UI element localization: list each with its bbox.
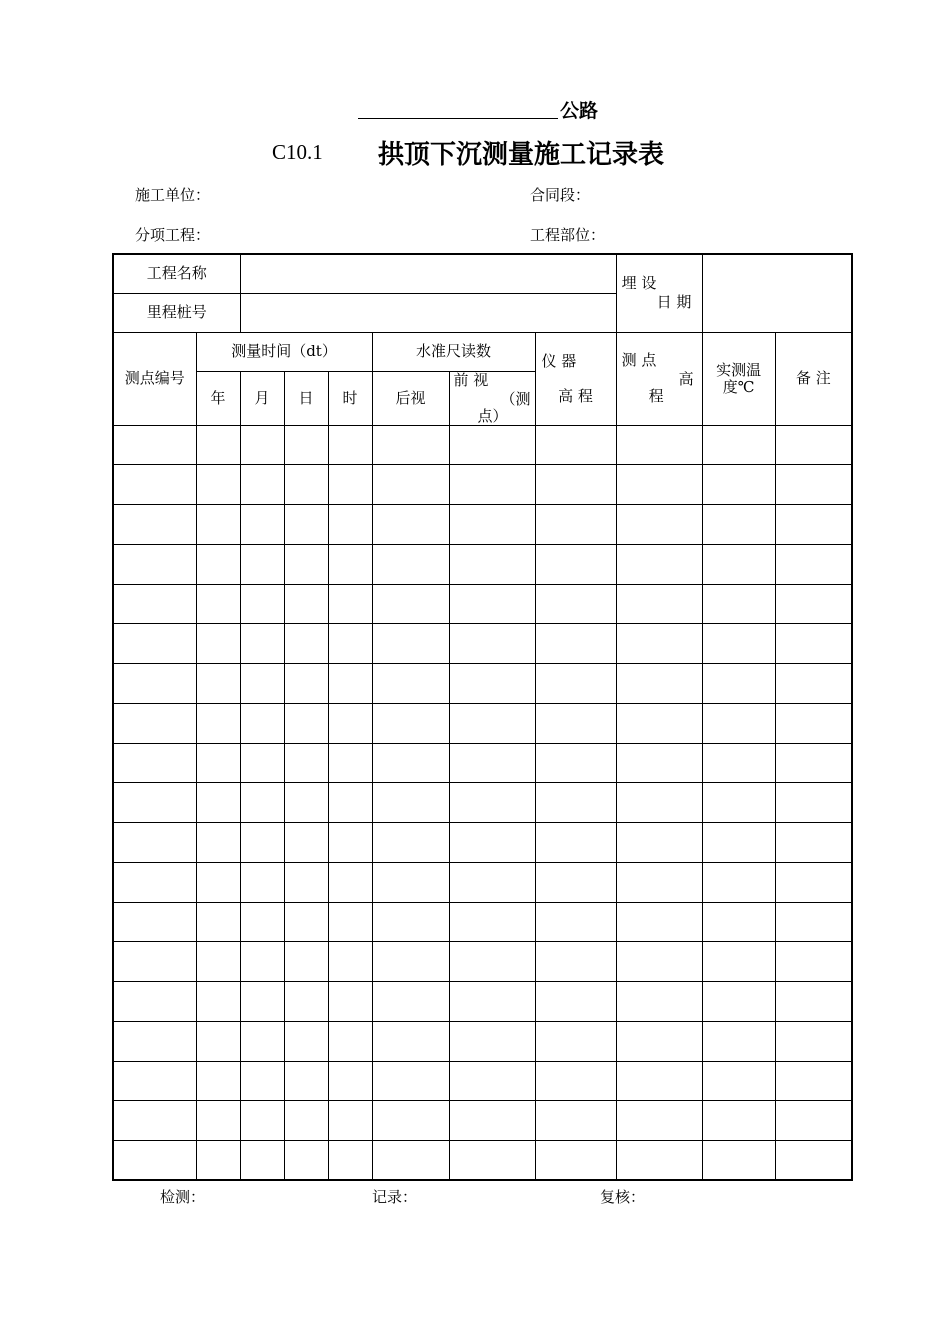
data-cell[interactable]: [240, 823, 284, 863]
data-cell[interactable]: [284, 902, 328, 942]
data-cell[interactable]: [328, 942, 372, 982]
data-cell[interactable]: [775, 902, 852, 942]
data-cell[interactable]: [535, 465, 616, 505]
measure-time-header: 测量时间（dt）: [196, 332, 372, 371]
data-cell[interactable]: [372, 505, 449, 545]
data-cell[interactable]: [328, 783, 372, 823]
data-cell[interactable]: [616, 703, 702, 743]
data-cell[interactable]: [449, 783, 535, 823]
data-cell[interactable]: [535, 584, 616, 624]
data-cell[interactable]: [372, 743, 449, 783]
data-cell[interactable]: [240, 624, 284, 664]
data-cell[interactable]: [702, 1101, 775, 1141]
data-cell[interactable]: [328, 1021, 372, 1061]
instrument-label-1: 仪 器: [541, 351, 577, 370]
data-cell[interactable]: [702, 425, 775, 465]
data-cell[interactable]: [196, 703, 240, 743]
data-cell[interactable]: [702, 505, 775, 545]
burial-label-1: 埋 设: [621, 274, 657, 293]
data-cell[interactable]: [372, 1141, 449, 1181]
data-cell[interactable]: [240, 1141, 284, 1181]
data-cell[interactable]: [372, 783, 449, 823]
data-cell[interactable]: [702, 703, 775, 743]
data-cell[interactable]: [775, 1141, 852, 1181]
data-cell[interactable]: [616, 942, 702, 982]
data-cell[interactable]: [328, 505, 372, 545]
data-cell[interactable]: [196, 505, 240, 545]
data-cell[interactable]: [535, 505, 616, 545]
record-table: [112, 253, 853, 1181]
data-cell[interactable]: [284, 1141, 328, 1181]
table-row: [113, 505, 852, 545]
data-cell[interactable]: [284, 823, 328, 863]
data-cell[interactable]: [775, 703, 852, 743]
foresight-header: [449, 371, 535, 425]
data-cell[interactable]: [449, 624, 535, 664]
form-code: C10.1: [272, 140, 323, 164]
data-cell[interactable]: [113, 902, 196, 942]
data-cell[interactable]: [328, 862, 372, 902]
data-cell[interactable]: [775, 624, 852, 664]
chainage-value[interactable]: [240, 293, 616, 332]
table-row: [113, 982, 852, 1022]
data-cell[interactable]: [775, 1101, 852, 1141]
data-cell[interactable]: [113, 703, 196, 743]
data-cell[interactable]: [449, 505, 535, 545]
data-cell[interactable]: [449, 664, 535, 704]
table-row: [113, 465, 852, 505]
data-cell[interactable]: [449, 862, 535, 902]
data-cell[interactable]: [702, 902, 775, 942]
data-cell[interactable]: [449, 544, 535, 584]
data-cell[interactable]: [113, 544, 196, 584]
data-cell[interactable]: [240, 743, 284, 783]
data-cell[interactable]: [284, 942, 328, 982]
backsight-header: 后视: [372, 371, 449, 425]
data-cell[interactable]: [616, 664, 702, 704]
road-suffix: 公路: [560, 100, 599, 122]
data-cell[interactable]: [372, 1021, 449, 1061]
instrument-elev-header: [535, 332, 616, 425]
data-cell[interactable]: [113, 465, 196, 505]
data-cell[interactable]: [196, 942, 240, 982]
data-cell[interactable]: [535, 862, 616, 902]
data-cell[interactable]: [775, 1021, 852, 1061]
data-cell[interactable]: [775, 862, 852, 902]
data-cell[interactable]: [535, 425, 616, 465]
data-cell[interactable]: [284, 862, 328, 902]
temp-label-1: 实测温: [716, 360, 762, 379]
data-cell[interactable]: [196, 982, 240, 1022]
data-cell[interactable]: [240, 783, 284, 823]
data-cell[interactable]: [775, 743, 852, 783]
data-cell[interactable]: [616, 982, 702, 1022]
data-cell[interactable]: [196, 465, 240, 505]
data-cell[interactable]: [535, 783, 616, 823]
data-cell[interactable]: [113, 664, 196, 704]
data-cell[interactable]: [240, 465, 284, 505]
data-cell[interactable]: [328, 1141, 372, 1181]
data-cell[interactable]: [240, 584, 284, 624]
data-cell[interactable]: [535, 703, 616, 743]
point-elev-label-3: 程: [648, 387, 664, 405]
data-cell[interactable]: [535, 902, 616, 942]
table-row: [113, 1141, 852, 1181]
data-cell[interactable]: [113, 783, 196, 823]
contract-section-label: 合同段：: [530, 186, 591, 204]
table-row: [113, 1101, 852, 1141]
data-cell[interactable]: [240, 703, 284, 743]
data-cell[interactable]: [113, 1141, 196, 1181]
data-cell[interactable]: [196, 743, 240, 783]
data-cell[interactable]: [196, 902, 240, 942]
data-cell[interactable]: [284, 425, 328, 465]
foresight-label-2: （测: [500, 389, 531, 408]
data-cell[interactable]: [372, 823, 449, 863]
data-cell[interactable]: [284, 544, 328, 584]
data-cell[interactable]: [328, 1101, 372, 1141]
data-cell[interactable]: [616, 1101, 702, 1141]
data-cell[interactable]: [702, 823, 775, 863]
data-cell[interactable]: [240, 544, 284, 584]
data-cell[interactable]: [616, 862, 702, 902]
data-cell[interactable]: [284, 1021, 328, 1061]
data-cell[interactable]: [328, 584, 372, 624]
data-cell[interactable]: [196, 1141, 240, 1181]
data-cell[interactable]: [535, 823, 616, 863]
table-row: [113, 1021, 852, 1061]
data-cell[interactable]: [702, 862, 775, 902]
data-cell[interactable]: [240, 1101, 284, 1141]
data-cell[interactable]: [702, 1061, 775, 1101]
data-cell[interactable]: [372, 862, 449, 902]
temp-label-2: 度℃: [722, 377, 755, 396]
data-cell[interactable]: [328, 1061, 372, 1101]
data-cell[interactable]: [775, 425, 852, 465]
data-cell[interactable]: [449, 703, 535, 743]
data-cell[interactable]: [113, 982, 196, 1022]
data-cell[interactable]: [535, 942, 616, 982]
data-cell[interactable]: [616, 823, 702, 863]
data-cell[interactable]: [702, 544, 775, 584]
data-cell[interactable]: [196, 544, 240, 584]
table-row: [113, 862, 852, 902]
data-cell[interactable]: [616, 425, 702, 465]
data-cell[interactable]: [284, 982, 328, 1022]
data-cell[interactable]: [535, 1061, 616, 1101]
recorder-label: 记录：: [372, 1188, 418, 1206]
data-cell[interactable]: [113, 862, 196, 902]
data-cell[interactable]: [328, 902, 372, 942]
data-cell[interactable]: [328, 743, 372, 783]
data-cell[interactable]: [196, 425, 240, 465]
data-cell[interactable]: [775, 823, 852, 863]
data-cell[interactable]: [372, 982, 449, 1022]
data-cell[interactable]: [616, 465, 702, 505]
burial-label-2: 日 期: [656, 293, 692, 312]
table-row: [113, 664, 852, 704]
data-cell[interactable]: [702, 664, 775, 704]
point-elev-label-2: 高: [678, 370, 694, 388]
data-cell[interactable]: [775, 664, 852, 704]
data-cell[interactable]: [449, 743, 535, 783]
data-cell[interactable]: [535, 544, 616, 584]
data-cell[interactable]: [775, 942, 852, 982]
data-cell[interactable]: [702, 783, 775, 823]
data-cell[interactable]: [702, 942, 775, 982]
table-row: [113, 783, 852, 823]
data-cell[interactable]: [196, 1021, 240, 1061]
data-cell[interactable]: [113, 1061, 196, 1101]
table-row: [113, 425, 852, 465]
data-cell[interactable]: [702, 624, 775, 664]
data-cell[interactable]: [196, 1101, 240, 1141]
data-cell[interactable]: [616, 505, 702, 545]
data-cell[interactable]: [113, 505, 196, 545]
data-cell[interactable]: [372, 584, 449, 624]
data-cell[interactable]: [284, 465, 328, 505]
data-cell[interactable]: [702, 465, 775, 505]
rod-reading-header: 水准尺读数: [372, 332, 535, 371]
table-row: [113, 584, 852, 624]
data-cell[interactable]: [240, 425, 284, 465]
data-cell[interactable]: [196, 862, 240, 902]
data-cell[interactable]: [284, 584, 328, 624]
data-cell[interactable]: [616, 584, 702, 624]
project-name-value[interactable]: [240, 254, 616, 293]
data-cell[interactable]: [702, 743, 775, 783]
data-cell[interactable]: [775, 1061, 852, 1101]
data-cell[interactable]: [328, 624, 372, 664]
data-cell[interactable]: [775, 783, 852, 823]
table-row: [113, 743, 852, 783]
data-cell[interactable]: [113, 1101, 196, 1141]
data-cell[interactable]: [113, 624, 196, 664]
data-cell[interactable]: [702, 1021, 775, 1061]
data-cell[interactable]: [449, 902, 535, 942]
data-cell[interactable]: [535, 1101, 616, 1141]
data-cell[interactable]: [372, 624, 449, 664]
data-cell[interactable]: [449, 982, 535, 1022]
table-row: [113, 823, 852, 863]
data-cell[interactable]: [616, 783, 702, 823]
data-cell[interactable]: [196, 783, 240, 823]
data-cell[interactable]: [616, 902, 702, 942]
data-cell[interactable]: [449, 942, 535, 982]
table-row: [113, 902, 852, 942]
data-cell[interactable]: [775, 584, 852, 624]
data-cell[interactable]: [328, 664, 372, 704]
temp-header: [702, 332, 775, 425]
hour-header: 时: [328, 371, 372, 425]
data-cell[interactable]: [449, 1101, 535, 1141]
data-cell[interactable]: [372, 1101, 449, 1141]
data-cell[interactable]: [616, 743, 702, 783]
data-cell[interactable]: [702, 982, 775, 1022]
remark-header: 备 注: [775, 332, 852, 425]
form-title: 拱顶下沉测量施工记录表: [378, 140, 665, 170]
point-elev-label-1: 测 点: [621, 351, 657, 369]
data-cell[interactable]: [196, 664, 240, 704]
data-cell[interactable]: [240, 664, 284, 704]
data-cell[interactable]: [449, 823, 535, 863]
data-cell[interactable]: [113, 425, 196, 465]
data-cell[interactable]: [449, 425, 535, 465]
foresight-label-3: 点）: [477, 406, 508, 425]
data-cell[interactable]: [328, 703, 372, 743]
data-cell[interactable]: [616, 544, 702, 584]
data-cell[interactable]: [449, 465, 535, 505]
data-cell[interactable]: [775, 465, 852, 505]
chainage-label: 里程桩号: [113, 293, 240, 332]
year-header: 年: [196, 371, 240, 425]
data-cell[interactable]: [449, 1061, 535, 1101]
project-location-label: 工程部位：: [530, 226, 606, 244]
data-cell[interactable]: [196, 584, 240, 624]
point-elev-header: [616, 332, 702, 425]
table-row: [113, 942, 852, 982]
data-cell[interactable]: [284, 703, 328, 743]
data-cell[interactable]: [113, 823, 196, 863]
data-cell[interactable]: [702, 1141, 775, 1181]
data-cell[interactable]: [284, 1061, 328, 1101]
data-cell[interactable]: [284, 743, 328, 783]
data-cell[interactable]: [702, 584, 775, 624]
data-cell[interactable]: [535, 624, 616, 664]
data-cell[interactable]: [328, 982, 372, 1022]
data-cell[interactable]: [328, 544, 372, 584]
data-cell[interactable]: [284, 783, 328, 823]
point-no-header: 测点编号: [113, 332, 196, 425]
data-cell[interactable]: [113, 743, 196, 783]
data-cell[interactable]: [372, 942, 449, 982]
burial-date-value[interactable]: [702, 254, 852, 332]
data-cell[interactable]: [113, 1021, 196, 1061]
data-cell[interactable]: [449, 584, 535, 624]
data-cell[interactable]: [328, 823, 372, 863]
data-cell[interactable]: [616, 1061, 702, 1101]
instrument-label-2: 高 程: [558, 386, 593, 405]
data-cell[interactable]: [372, 703, 449, 743]
data-cell[interactable]: [775, 505, 852, 545]
data-cell[interactable]: [535, 664, 616, 704]
data-cell[interactable]: [113, 942, 196, 982]
data-cell[interactable]: [240, 1021, 284, 1061]
data-cell[interactable]: [240, 902, 284, 942]
day-header: 日: [284, 371, 328, 425]
data-cell[interactable]: [616, 1021, 702, 1061]
data-cell[interactable]: [535, 1141, 616, 1181]
table-row: [113, 703, 852, 743]
data-cell[interactable]: [372, 902, 449, 942]
construction-unit-label: 施工单位：: [135, 186, 211, 204]
data-cell[interactable]: [535, 1021, 616, 1061]
data-cell[interactable]: [372, 664, 449, 704]
data-cell[interactable]: [328, 465, 372, 505]
data-cell[interactable]: [284, 1101, 328, 1141]
data-cell[interactable]: [240, 942, 284, 982]
road-name-blank[interactable]: [358, 96, 558, 119]
data-cell[interactable]: [535, 982, 616, 1022]
data-cell[interactable]: [284, 505, 328, 545]
data-cell[interactable]: [284, 664, 328, 704]
data-cell[interactable]: [196, 823, 240, 863]
month-header: 月: [240, 371, 284, 425]
data-cell[interactable]: [284, 624, 328, 664]
data-cell[interactable]: [449, 1141, 535, 1181]
data-cell[interactable]: [535, 743, 616, 783]
data-cell[interactable]: [616, 1141, 702, 1181]
data-cell[interactable]: [372, 1061, 449, 1101]
burial-date-label: [616, 254, 702, 332]
data-cell[interactable]: [616, 624, 702, 664]
data-cell[interactable]: [240, 982, 284, 1022]
data-cell[interactable]: [113, 584, 196, 624]
reviewer-label: 复核：: [600, 1188, 646, 1206]
table-row: [113, 624, 852, 664]
inspector-label: 检测：: [160, 1188, 206, 1206]
data-cell[interactable]: [775, 982, 852, 1022]
sub-project-label: 分项工程：: [135, 226, 211, 244]
data-cell[interactable]: [372, 544, 449, 584]
data-cell[interactable]: [240, 862, 284, 902]
data-cell[interactable]: [240, 505, 284, 545]
project-name-label: 工程名称: [113, 254, 240, 293]
data-cell[interactable]: [449, 1021, 535, 1061]
data-cell[interactable]: [328, 425, 372, 465]
data-cell[interactable]: [196, 624, 240, 664]
table-row: [113, 1061, 852, 1101]
foresight-label-1: 前 视: [453, 370, 489, 389]
data-cell[interactable]: [196, 1061, 240, 1101]
data-cell[interactable]: [775, 544, 852, 584]
data-cell[interactable]: [372, 425, 449, 465]
data-cell[interactable]: [240, 1061, 284, 1101]
table-row: [113, 544, 852, 584]
data-cell[interactable]: [372, 465, 449, 505]
